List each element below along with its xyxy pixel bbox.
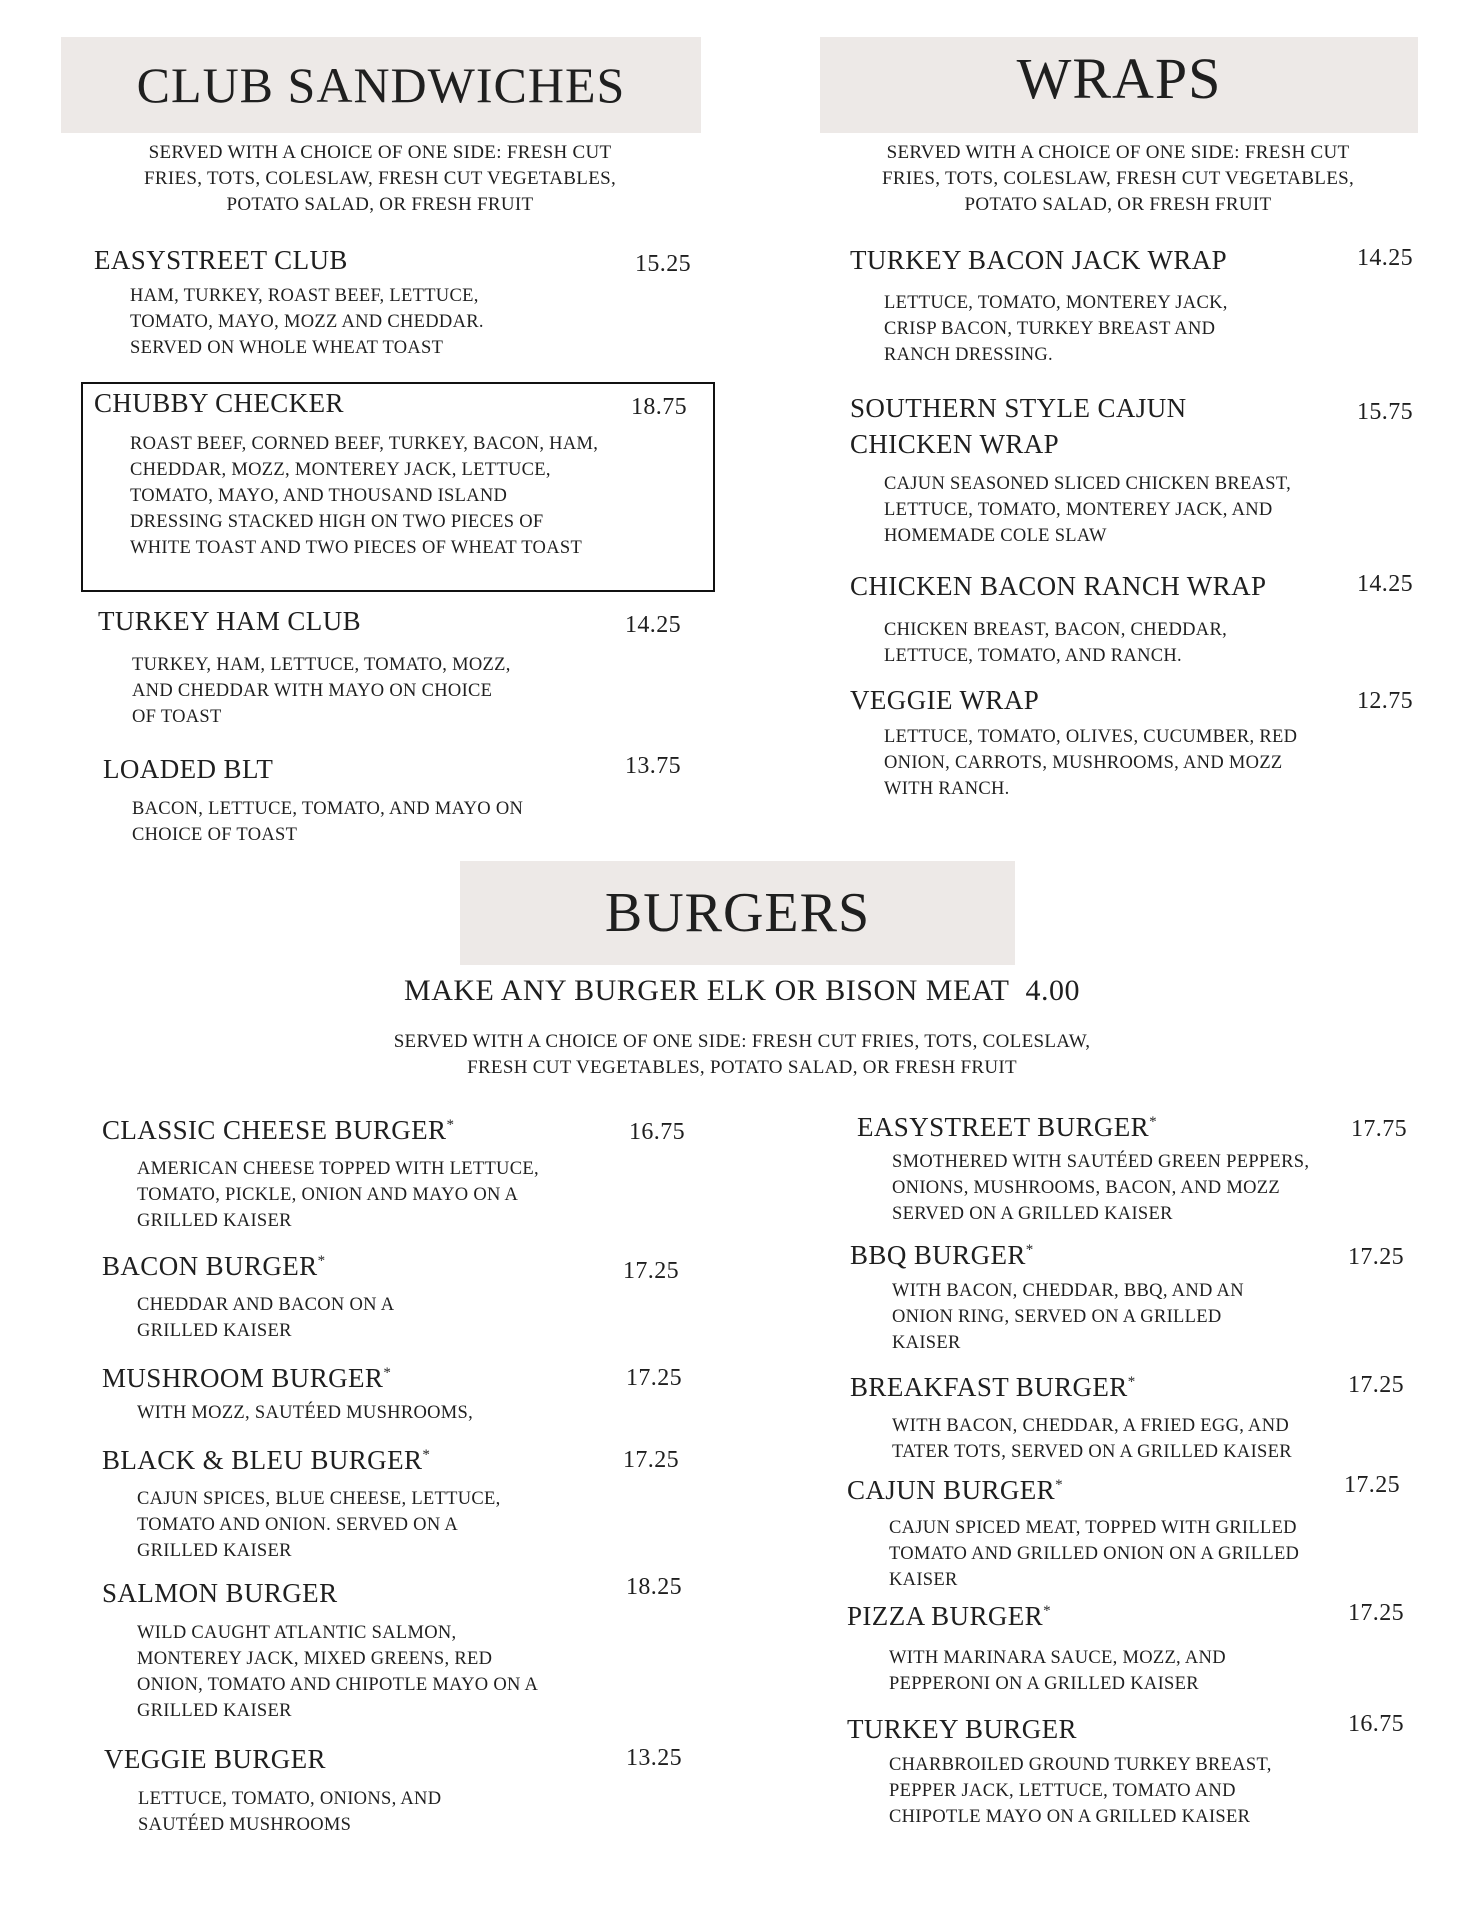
burger-item-desc: SMOTHERED WITH SAUTÉED GREEN PEPPERS, ONIONS, MUSHROOMS, BACON, AND MOZZ SERVED ON A GRILLED KAISER: [892, 1152, 1310, 1224]
burger-item-desc: WITH BACON, CHEDDAR, BBQ, AND AN ONION RING, SERVED ON A GRILLED KAISER: [892, 1281, 1244, 1353]
wrap-item-name: VEGGIE WRAP: [850, 685, 1040, 715]
burger-item-name: [847, 1601, 1051, 1632]
wrap-item-price: 14.25: [1357, 245, 1413, 271]
burger-item-desc: WITH MARINARA SAUCE, MOZZ, AND PEPPERONI ON A GRILLED KAISER: [889, 1648, 1226, 1694]
wrap-item-desc: CAJUN SEASONED SLICED CHICKEN BREAST, LETTUCE, TOMATO, MONTEREY JACK, AND HOMEMADE COLE SLAW: [884, 474, 1291, 546]
burger-item-name: [102, 1251, 326, 1282]
burger-item-desc: CHEDDAR AND BACON ON A GRILLED KAISER: [137, 1295, 394, 1341]
burger-name-text: BBQ BURGER: [850, 1240, 1026, 1270]
asterisk-mark: *: [446, 1117, 455, 1133]
burger-item-price: 17.25: [1348, 1372, 1404, 1398]
burger-item-price: 18.25: [626, 1574, 682, 1600]
wrap-item-name: SOUTHERN STYLE CAJUN CHICKEN WRAP: [850, 393, 1187, 459]
burger-item-name: [850, 1240, 1034, 1271]
meat-upgrade-note: [0, 974, 1484, 1008]
wrap-item-price: 15.75: [1357, 399, 1413, 425]
club-sandwiches-banner: [61, 37, 701, 133]
wrap-item-name: CHICKEN BACON RANCH WRAP: [850, 571, 1267, 601]
burger-item-name: TURKEY BURGER: [847, 1714, 1077, 1744]
asterisk-mark: *: [317, 1253, 326, 1269]
burger-item-price: 13.25: [626, 1745, 682, 1771]
burger-item-price: 17.25: [623, 1258, 679, 1284]
burger-item-desc: WITH BACON, CHEDDAR, A FRIED EGG, AND TATER TOTS, SERVED ON A GRILLED KAISER: [892, 1416, 1292, 1462]
burger-name-text: BLACK & BLEU BURGER: [102, 1445, 423, 1475]
burger-name-text: PIZZA BURGER: [847, 1601, 1044, 1631]
asterisk-mark: *: [1025, 1242, 1034, 1258]
club-item-desc: ROAST BEEF, CORNED BEEF, TURKEY, BACON, HAM, CHEDDAR, MOZZ, MONTEREY JACK, LETTUCE, TOMATO, MAYO, AND THOUSAND ISLAND DRESSING STACKED HIGH ON TWO PIECES OF WHITE TOAST AND TWO PIECES OF WHEAT TOAST: [130, 434, 599, 558]
club-sandwiches-title: CLUB SANDWICHES: [136, 57, 626, 113]
wraps-banner: [820, 37, 1418, 133]
burger-name-text: BACON BURGER: [102, 1251, 318, 1281]
burgers-title: BURGERS: [604, 882, 871, 944]
wrap-item-desc: CHICKEN BREAST, BACON, CHEDDAR, LETTUCE, TOMATO, AND RANCH.: [884, 620, 1228, 666]
burger-item-name: [847, 1475, 1063, 1506]
burger-name-text: CLASSIC CHEESE BURGER: [102, 1115, 447, 1145]
meat-upgrade-price: 4.00: [1025, 974, 1080, 1007]
club-item-desc: TURKEY, HAM, LETTUCE, TOMATO, MOZZ, AND CHEDDAR WITH MAYO ON CHOICE OF TOAST: [132, 655, 511, 727]
burger-item-price: 17.25: [626, 1365, 682, 1391]
burger-item-desc: CHARBROILED GROUND TURKEY BREAST, PEPPER JACK, LETTUCE, TOMATO AND CHIPOTLE MAYO ON A GRILLED KAISER: [889, 1755, 1272, 1827]
burger-item-name: [102, 1363, 391, 1394]
meat-upgrade-label: MAKE ANY BURGER ELK OR BISON MEAT: [404, 974, 1010, 1007]
burger-name-text: MUSHROOM BURGER: [102, 1363, 384, 1393]
asterisk-mark: *: [383, 1365, 392, 1381]
asterisk-mark: *: [1055, 1477, 1063, 1493]
burger-item-price: 17.75: [1351, 1116, 1407, 1142]
burger-item-name: VEGGIE BURGER: [104, 1744, 326, 1774]
burger-item-name: [857, 1112, 1157, 1143]
club-item-name: LOADED BLT: [103, 754, 274, 784]
club-item-price: 14.25: [625, 612, 681, 638]
burger-name-text: CAJUN BURGER: [847, 1475, 1056, 1505]
club-item-price: 15.25: [635, 251, 691, 277]
burger-item-price: 16.75: [629, 1119, 685, 1145]
club-item-name: CHUBBY CHECKER: [94, 388, 344, 418]
burger-name-text: BREAKFAST BURGER: [850, 1372, 1128, 1402]
club-item-price: 13.75: [625, 753, 681, 779]
asterisk-mark: *: [1149, 1114, 1157, 1130]
burger-item-desc: LETTUCE, TOMATO, ONIONS, AND SAUTÉED MUSHROOMS: [138, 1789, 442, 1835]
wrap-item-desc: LETTUCE, TOMATO, OLIVES, CUCUMBER, RED ONION, CARROTS, MUSHROOMS, AND MOZZ WITH RANCH.: [884, 727, 1298, 799]
burger-item-price: 17.25: [1344, 1472, 1400, 1498]
wrap-item-price: 14.25: [1357, 571, 1413, 597]
wraps-sides-note: SERVED WITH A CHOICE OF ONE SIDE: FRESH CUT FRIES, TOTS, COLESLAW, FRESH CUT VEGETABLES, POTATO SALAD, OR FRESH FRUIT: [881, 142, 1355, 215]
burger-item-desc: CAJUN SPICED MEAT, TOPPED WITH GRILLED TOMATO AND GRILLED ONION ON A GRILLED KAISER: [889, 1518, 1300, 1590]
wraps-title: WRAPS: [1016, 45, 1222, 111]
burger-item-desc: WILD CAUGHT ATLANTIC SALMON, MONTEREY JACK, MIXED GREENS, RED ONION, TOMATO AND CHIPOTLE MAYO ON A GRILLED KAISER: [137, 1623, 538, 1721]
burger-item-price: 16.75: [1348, 1711, 1404, 1737]
club-item-name: TURKEY HAM CLUB: [98, 606, 362, 636]
burger-item-desc: AMERICAN CHEESE TOPPED WITH LETTUCE, TOMATO, PICKLE, ONION AND MAYO ON A GRILLED KAISER: [137, 1159, 539, 1231]
wrap-item-desc: LETTUCE, TOMATO, MONTEREY JACK, CRISP BACON, TURKEY BREAST AND RANCH DRESSING.: [884, 293, 1228, 365]
club-sides-note: SERVED WITH A CHOICE OF ONE SIDE: FRESH CUT FRIES, TOTS, COLESLAW, FRESH CUT VEGETABLES, POTATO SALAD, OR FRESH FRUIT: [143, 142, 617, 215]
burger-item-price: 17.25: [1348, 1600, 1404, 1626]
asterisk-mark: *: [422, 1447, 431, 1463]
club-item-desc: BACON, LETTUCE, TOMATO, AND MAYO ON CHOICE OF TOAST: [132, 799, 524, 845]
burger-item-price: 17.25: [623, 1447, 679, 1473]
wrap-item-name: TURKEY BACON JACK WRAP: [850, 245, 1228, 275]
burgers-sides-note: SERVED WITH A CHOICE OF ONE SIDE: FRESH CUT FRIES, TOTS, COLESLAW, FRESH CUT VEGETABLES, POTATO SALAD, OR FRESH FRUIT: [393, 1031, 1091, 1078]
asterisk-mark: *: [1127, 1374, 1136, 1390]
wrap-item-price: 12.75: [1357, 688, 1413, 714]
burger-item-name: [850, 1372, 1136, 1403]
burger-item-name: [102, 1445, 430, 1476]
club-item-price: 18.75: [631, 394, 687, 420]
burger-item-price: 17.25: [1348, 1244, 1404, 1270]
burger-item-desc: CAJUN SPICES, BLUE CHEESE, LETTUCE, TOMATO AND ONION. SERVED ON A GRILLED KAISER: [137, 1489, 501, 1561]
burger-item-desc: WITH MOZZ, SAUTÉED MUSHROOMS,: [137, 1403, 474, 1423]
asterisk-mark: *: [1043, 1603, 1051, 1619]
club-item-desc: HAM, TURKEY, ROAST BEEF, LETTUCE, TOMATO, MAYO, MOZZ AND CHEDDAR. SERVED ON WHOLE WHEAT TOAST: [130, 286, 484, 358]
club-item-name: EASYSTREET CLUB: [94, 245, 348, 275]
burgers-banner: [460, 861, 1015, 965]
burger-name-text: EASYSTREET BURGER: [857, 1112, 1150, 1142]
burger-item-name: [102, 1115, 454, 1146]
burger-item-name: SALMON BURGER: [102, 1578, 338, 1608]
